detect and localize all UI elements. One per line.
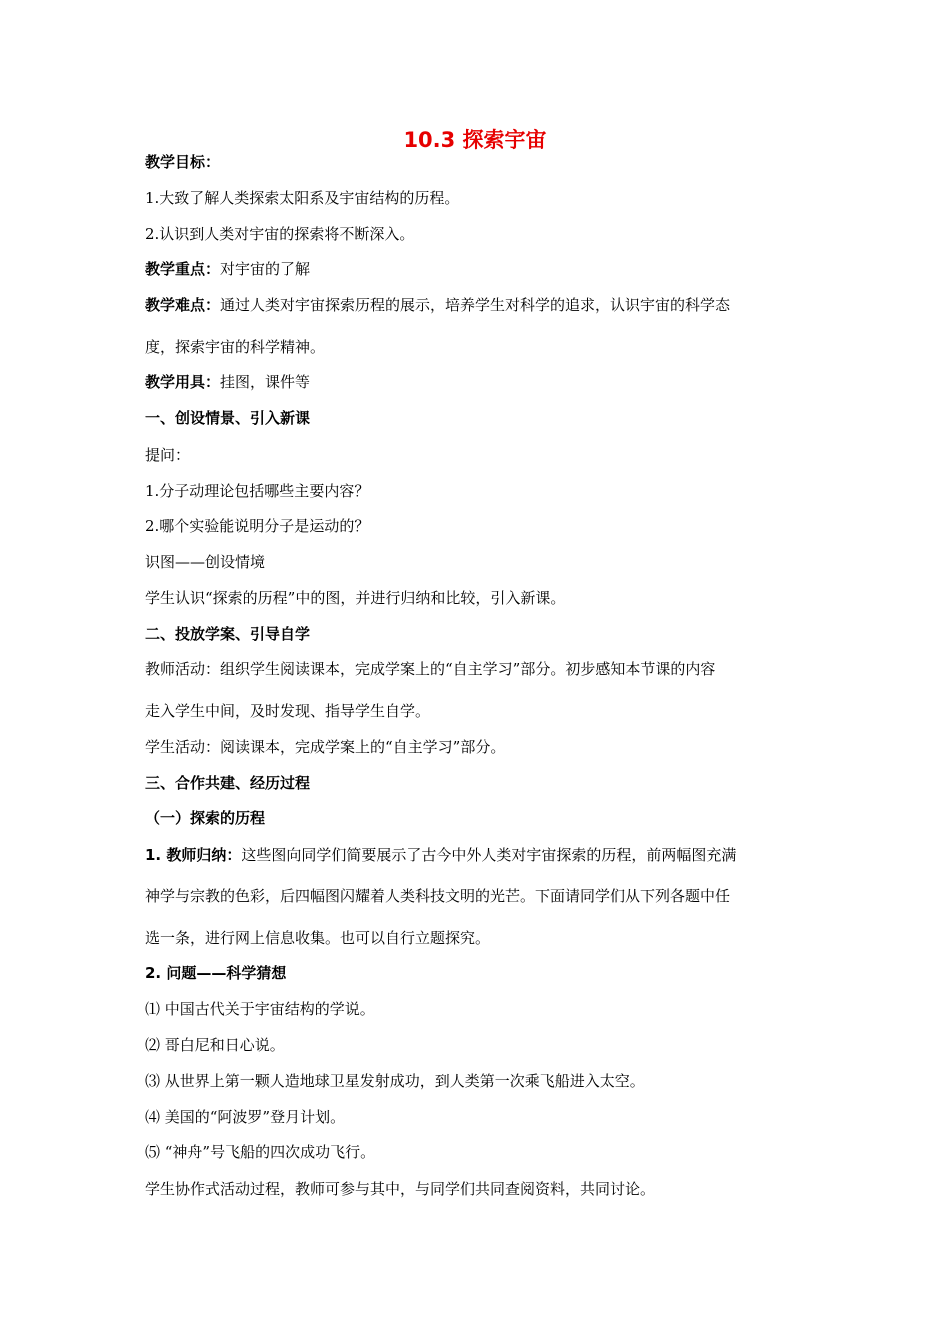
list-item-4: ⑷ 美国的“阿波罗”登月计划。 xyxy=(145,1108,346,1126)
closing-text: 学生协作式活动过程，教师可参与其中，与同学们共同查阅资料，共同讨论。 xyxy=(145,1180,656,1198)
tools-label: 教学用具： xyxy=(145,373,221,391)
list-item-5: ⑸ “神舟”号飞船的四次成功飞行。 xyxy=(145,1143,376,1161)
difficulty-label: 教学难点： xyxy=(145,296,221,314)
ask-label: 提问： xyxy=(145,446,191,464)
teacher-activity-continuation: 走入学生中间，及时发现、指导学生自学。 xyxy=(145,702,431,720)
student-activity: 学生活动：阅读课本，完成学案上的“自主学习”部分。 xyxy=(145,738,506,756)
difficulty-line xyxy=(145,295,730,315)
summary-continuation-1: 神学与宗教的色彩，后四幅图闪耀着人类科技文明的光芒。下面请同学们从下列各题中任 xyxy=(145,887,731,905)
section-3-heading: 三、合作共建、经历过程 xyxy=(145,774,311,792)
key-point-line xyxy=(145,259,310,279)
subsection-1-heading: （一）探索的历程 xyxy=(145,809,266,827)
objective-2: 2.认识到人类对宇宙的探索将不断深入。 xyxy=(145,225,415,243)
summary-line xyxy=(145,845,736,865)
tools-text: 挂图，课件等 xyxy=(220,373,311,391)
key-point-label: 教学重点： xyxy=(145,260,221,278)
page-title: 10.3 探索宇宙 xyxy=(403,128,547,152)
section-1-heading: 一、创设情景、引入新课 xyxy=(145,409,311,427)
tools-line xyxy=(145,372,310,392)
question-2: 2.哪个实验能说明分子是运动的？ xyxy=(145,517,370,535)
difficulty-text: 通过人类对宇宙探索历程的展示，培养学生对科学的追求，认识宇宙的科学态 xyxy=(220,296,731,314)
list-item-3: ⑶ 从世界上第一颗人造地球卫星发射成功，到人类第一次乘飞船进入太空。 xyxy=(145,1072,645,1090)
key-point-text: 对宇宙的了解 xyxy=(220,260,311,278)
summary-text: 这些图向同学们简要展示了古今中外人类对宇宙探索的历程，前两幅图充满 xyxy=(241,846,737,864)
objective-1: 1.大致了解人类探索太阳系及宇宙结构的历程。 xyxy=(145,189,460,207)
summary-continuation-2: 选一条，进行网上信息收集。也可以自行立题探究。 xyxy=(145,929,491,947)
objectives-label: 教学目标： xyxy=(145,153,221,171)
teacher-activity: 教师活动：组织学生阅读课本，完成学案上的“自主学习”部分。初步感知本节课的内容 xyxy=(145,660,716,678)
list-item-1: ⑴ 中国古代关于宇宙结构的学说。 xyxy=(145,1000,375,1018)
situation-description: 学生认识“探索的历程”中的图，并进行归纳和比较，引入新课。 xyxy=(145,589,566,607)
section-2-heading: 二、投放学案、引导自学 xyxy=(145,625,311,643)
problem-heading: 2. 问题——科学猜想 xyxy=(145,964,287,982)
difficulty-continuation: 度，探索宇宙的科学精神。 xyxy=(145,338,326,356)
question-1: 1.分子动理论包括哪些主要内容？ xyxy=(145,482,370,500)
list-item-2: ⑵ 哥白尼和日心说。 xyxy=(145,1036,285,1054)
summary-label: 1. 教师归纳： xyxy=(145,846,242,864)
situation-label: 识图——创设情境 xyxy=(145,553,266,571)
